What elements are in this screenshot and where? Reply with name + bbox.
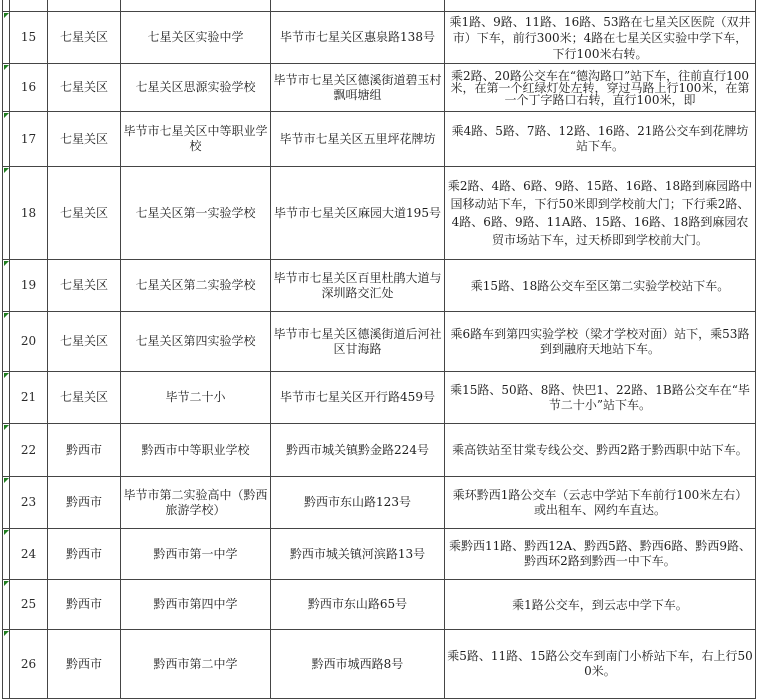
row-number: 24	[20, 546, 37, 561]
address-cell[interactable]	[271, 260, 445, 312]
table-row	[3, 630, 756, 699]
directions-cell[interactable]	[445, 167, 756, 260]
school-cell[interactable]	[121, 167, 271, 260]
district-text: 黔西市	[65, 442, 102, 457]
error-indicator-icon	[4, 530, 9, 535]
address-cell[interactable]	[271, 424, 445, 477]
address-text: 黔西市城西路8号	[311, 656, 404, 671]
district-text: 黔西市	[65, 546, 102, 561]
table-row	[3, 260, 756, 312]
empty-cell[interactable]	[10, 0, 48, 12]
school-name-text: 七星关区第二实验学校	[135, 278, 256, 292]
district-cell[interactable]	[48, 372, 121, 424]
directions-cell[interactable]	[445, 424, 756, 477]
district-text: 七星关区	[59, 80, 108, 94]
directions-cell[interactable]	[445, 312, 756, 372]
row-number-cell[interactable]	[10, 477, 48, 529]
table-row	[3, 424, 756, 477]
school-name-text: 黔西市中等职业学校	[141, 442, 250, 457]
empty-cell[interactable]	[48, 0, 121, 12]
error-indicator-icon	[4, 65, 9, 70]
address-text: 黔西市东山路123号	[304, 495, 411, 509]
school-cell[interactable]	[121, 64, 271, 112]
school-name-text: 七星关区思源实验学校	[135, 80, 256, 94]
address-cell[interactable]	[271, 12, 445, 64]
school-name-text: 黔西市第一中学	[153, 546, 238, 561]
district-cell[interactable]	[48, 12, 121, 64]
table-row	[3, 477, 756, 529]
empty-cell[interactable]	[271, 0, 445, 12]
marker-cell	[3, 0, 10, 12]
row-number: 19	[20, 278, 37, 292]
directions-text: 乘2路、4路、6路、9路、15路、16路、18路到麻园路中国移动站下车，下行50米即到学校前大门；下行乘2路、4路、6路、9路、11A路、15路、16路、18路到麻园农贸市场站下车，过天桥即到学校前大门。	[447, 179, 753, 247]
address-text: 毕节市七星关区惠泉路138号	[280, 30, 435, 44]
marker-cell[interactable]	[3, 477, 10, 529]
school-name-text: 黔西市第二中学	[153, 656, 238, 671]
school-name-text: 毕节二十小	[165, 390, 226, 404]
address-text: 黔西市城关镇河滨路13号	[289, 546, 426, 561]
district-cell[interactable]	[48, 630, 121, 699]
marker-cell[interactable]	[3, 372, 10, 424]
row-number-cell[interactable]	[10, 580, 48, 630]
address-cell[interactable]	[271, 372, 445, 424]
school-cell[interactable]	[121, 112, 271, 167]
directions-text: 乘4路、5路、7路、12路、16路、21路公交车到花牌坊站下车。	[451, 124, 749, 153]
row-number-cell[interactable]	[10, 424, 48, 477]
address-text: 毕节市七星关区五里坪花牌坊	[279, 131, 436, 146]
row-number: 15	[20, 30, 37, 44]
directions-cell[interactable]	[445, 112, 756, 167]
table-row	[3, 529, 756, 580]
address-cell[interactable]	[271, 167, 445, 260]
address-text: 毕节市七星关区开行路459号	[280, 390, 435, 404]
marker-cell[interactable]	[3, 424, 10, 477]
directions-cell[interactable]	[445, 630, 756, 699]
school-cell[interactable]	[121, 260, 271, 312]
row-number-cell[interactable]	[10, 630, 48, 699]
district-text: 黔西市	[65, 495, 102, 509]
row-number-cell[interactable]	[10, 167, 48, 260]
address-text: 毕节市七星关区德溪街道后河社区甘海路	[273, 326, 442, 356]
district-text: 七星关区	[59, 334, 108, 348]
school-cell[interactable]	[121, 12, 271, 64]
address-text: 毕节市七星关区麻园大道195号	[274, 205, 441, 220]
address-cell[interactable]	[271, 312, 445, 372]
directions-cell[interactable]	[445, 372, 756, 424]
address-cell[interactable]	[271, 64, 445, 112]
address-cell[interactable]	[271, 529, 445, 580]
directions-cell[interactable]	[445, 260, 756, 312]
school-name-text: 黔西市第四中学	[153, 597, 238, 611]
marker-cell[interactable]	[3, 260, 10, 312]
partial-row-top	[3, 0, 756, 12]
district-text: 七星关区	[59, 30, 108, 44]
address-cell[interactable]	[271, 630, 445, 699]
error-indicator-icon	[4, 261, 9, 266]
row-number-cell[interactable]	[10, 372, 48, 424]
table-row	[3, 64, 756, 112]
school-transit-table	[2, 0, 756, 699]
row-number: 16	[20, 80, 37, 94]
district-cell[interactable]	[48, 64, 121, 112]
error-indicator-icon	[4, 113, 9, 118]
directions-cell[interactable]	[445, 580, 756, 630]
district-cell[interactable]	[48, 312, 121, 372]
marker-cell[interactable]	[3, 312, 10, 372]
directions-text: 乘1路、9路、11路、16路、53路在七星关区医院（双井市）下车，前行300米；4路在七星关区实验中学下车，下行100米右转。	[449, 14, 751, 61]
directions-text: 乘5路、11路、15路公交车到南门小桥站下车，右上行500米。	[447, 649, 753, 678]
address-text: 毕节市七星关区百里杜鹃大道与深圳路交汇处	[273, 270, 442, 300]
address-text: 黔西市城关镇黔金路224号	[286, 442, 429, 457]
row-number: 20	[20, 334, 37, 348]
district-text: 七星关区	[59, 131, 108, 146]
address-cell[interactable]	[271, 477, 445, 529]
district-cell[interactable]	[48, 424, 121, 477]
directions-cell[interactable]	[445, 477, 756, 529]
table-row	[3, 580, 756, 630]
marker-cell[interactable]	[3, 64, 10, 112]
directions-text: 乘15路、18路公交车至区第二实验学校站下车。	[470, 278, 730, 293]
district-cell[interactable]	[48, 112, 121, 167]
school-cell[interactable]	[121, 312, 271, 372]
district-text: 七星关区	[59, 278, 108, 292]
row-number: 21	[20, 390, 37, 404]
address-text: 毕节市七星关区德溪街道碧玉村飘咡塘组	[273, 72, 442, 102]
row-number: 22	[20, 442, 37, 457]
row-number-cell[interactable]	[10, 260, 48, 312]
marker-cell[interactable]	[3, 630, 10, 699]
error-indicator-icon	[4, 168, 9, 173]
marker-cell[interactable]	[3, 167, 10, 260]
empty-cell[interactable]	[445, 0, 756, 12]
district-cell[interactable]	[48, 167, 121, 260]
address-text: 黔西市东山路65号	[307, 597, 408, 611]
table-row	[3, 372, 756, 424]
row-number: 25	[20, 597, 37, 611]
row-number: 18	[20, 205, 37, 220]
school-cell[interactable]	[121, 424, 271, 477]
table-row	[3, 312, 756, 372]
district-cell[interactable]	[48, 260, 121, 312]
school-name-text: 七星关区实验中学	[147, 30, 244, 44]
table-row	[3, 112, 756, 167]
row-number-cell[interactable]	[10, 112, 48, 167]
directions-text: 乘6路车到第四实验学校（梁才学校对面）站下，乘53路到到融府天地站下车。	[450, 326, 750, 356]
district-cell[interactable]	[48, 529, 121, 580]
row-number: 17	[20, 131, 37, 146]
error-indicator-icon	[4, 631, 9, 636]
error-indicator-icon	[4, 425, 9, 430]
address-cell[interactable]	[271, 112, 445, 167]
district-text: 七星关区	[59, 205, 108, 220]
directions-text: 乘黔西11路、黔西12A、黔西5路、黔西6路、黔西9路、黔西环2路到黔西一中下车。	[448, 539, 752, 568]
school-cell[interactable]	[121, 372, 271, 424]
row-number-cell[interactable]	[10, 12, 48, 64]
school-name-text: 七星关区第一实验学校	[135, 205, 256, 220]
school-cell[interactable]	[121, 529, 271, 580]
school-name-text: 七星关区第四实验学校	[135, 334, 256, 348]
school-cell[interactable]	[121, 630, 271, 699]
directions-text: 乘1路公交车，到云志中学下车。	[512, 597, 688, 612]
table-row	[3, 12, 756, 64]
row-number-cell[interactable]	[10, 64, 48, 112]
marker-cell[interactable]	[3, 580, 10, 630]
error-indicator-icon	[4, 313, 9, 318]
directions-text: 乘2路、20路公交车在“德沟路口”站下车，往前直行100米，在第一个红绿灯处左转，穿过马路上行100米，在第一个丁字路口右转，直行100米，即	[450, 68, 750, 107]
district-text: 七星关区	[59, 390, 108, 404]
directions-text: 乘15路、50路、8路、快巴1、22路、1B路公交车在“毕节二十小”站下车。	[450, 382, 750, 412]
row-number: 23	[20, 495, 37, 509]
district-cell[interactable]	[48, 580, 121, 630]
directions-text: 乘环黔西1路公交车（云志中学站下车前行100米左右）或出租车、网约车直达。	[452, 487, 748, 517]
error-indicator-icon	[4, 13, 9, 18]
district-text: 黔西市	[65, 656, 102, 671]
row-number-cell[interactable]	[10, 529, 48, 580]
directions-cell[interactable]	[445, 529, 756, 580]
district-cell[interactable]	[48, 477, 121, 529]
school-cell[interactable]	[121, 580, 271, 630]
error-indicator-icon	[4, 373, 9, 378]
error-indicator-icon	[4, 478, 9, 483]
empty-cell[interactable]	[121, 0, 271, 12]
address-cell[interactable]	[271, 580, 445, 630]
directions-cell[interactable]	[445, 12, 756, 64]
row-number: 26	[20, 656, 37, 671]
district-text: 黔西市	[65, 597, 102, 611]
table-row	[3, 167, 756, 260]
marker-cell[interactable]	[3, 12, 10, 64]
school-cell[interactable]	[121, 477, 271, 529]
directions-text: 乘高铁站至甘棠专线公交、黔西2路于黔西职中站下车。	[452, 442, 748, 457]
school-name-text: 毕节市七星关区中等职业学校	[123, 124, 268, 153]
school-name-text: 毕节市第二实验高中（黔西旅游学校）	[123, 487, 268, 517]
directions-cell[interactable]	[445, 64, 756, 112]
error-indicator-icon	[4, 581, 9, 586]
marker-cell[interactable]	[3, 529, 10, 580]
row-number-cell[interactable]	[10, 312, 48, 372]
marker-cell[interactable]	[3, 112, 10, 167]
